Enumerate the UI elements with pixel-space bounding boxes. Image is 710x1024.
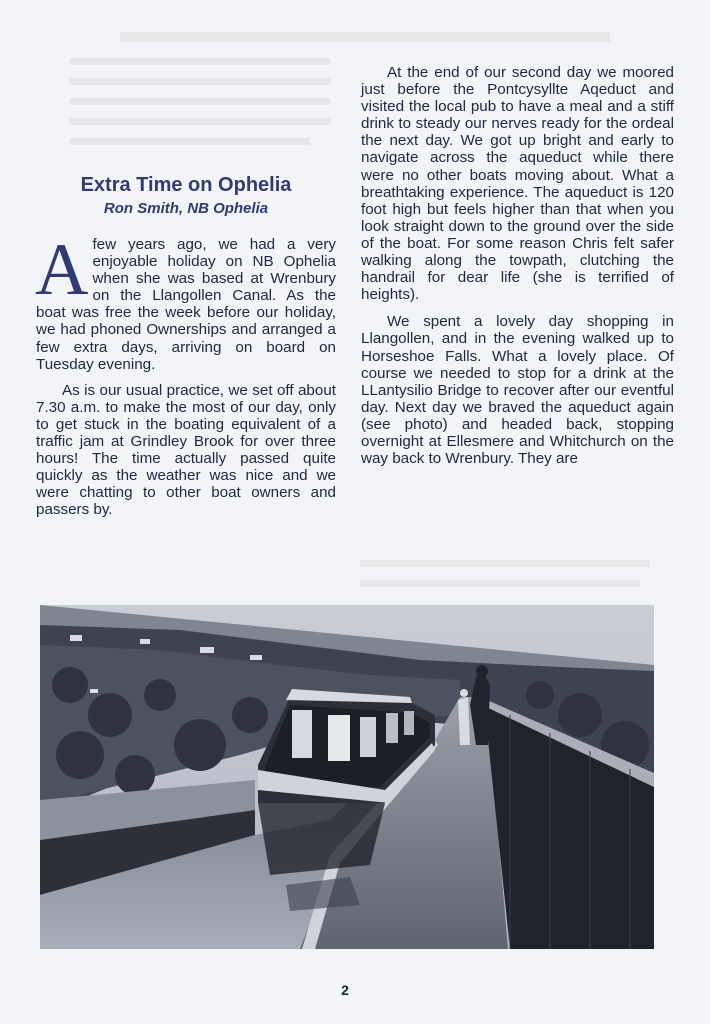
paragraph: We spent a lovely day shopping in Llangollen, and in the evening walked up to Horseshoe Falls. What a lovely place. Of course we needed to stop for a drink at the LLantysilio Bridge to recover after our eventful day. Next day we braved the aqueduct again (see photo) and headed back, stopping overnight at Ellesmere and Whitchurch on the way back to Wrenbury. They are — [361, 313, 674, 468]
aqueduct-photo — [40, 605, 654, 949]
paragraph-text: few years ago, we had a very enjoyable holiday on NB Ophelia when she was based at Wrenbury on the Llangollen Canal. As the boat was free the week before our holiday, we had phoned Ownerships and arranged a few extra days, arriving on board on Tuesday evening. — [36, 236, 336, 373]
page-number: 2 — [341, 982, 349, 998]
drop-cap: A — [35, 229, 89, 311]
right-column — [361, 64, 674, 477]
article-byline: Ron Smith, NB Ophelia — [103, 200, 269, 217]
narrowboat-on-aqueduct-image — [40, 605, 654, 949]
article-heading — [36, 173, 336, 219]
article-title: Extra Time on Ophelia — [80, 174, 292, 196]
paragraph: As is our usual practice, we set off about 7.30 a.m. to make the most of our day, only to get stuck in the boating equivalent of a traffic jam at Grindley Brook for over three hours! The time actually passed quite quickly as the weather was nice and we were chatting to other boat owners and passers by. — [36, 381, 336, 519]
paragraph: At the end of our second day we moored just before the Pontcysyllte Aqeduct and visited the local pub to have a meal and a stiff drink to steady our nerves ready for the ordeal the next day. We got up bright and early to navigate across the aqueduct while there were no other boats moving about. What a breathtaking experience. The aqueduct is 120 foot high but feels higher than that when you look straight down to the ground over the side of the boat. For some reason Chris felt safer walking along the towpath, clutching the handrail for dear life (she is terrified of heights). — [361, 64, 674, 304]
paragraph — [35, 229, 336, 373]
left-column — [35, 229, 336, 528]
